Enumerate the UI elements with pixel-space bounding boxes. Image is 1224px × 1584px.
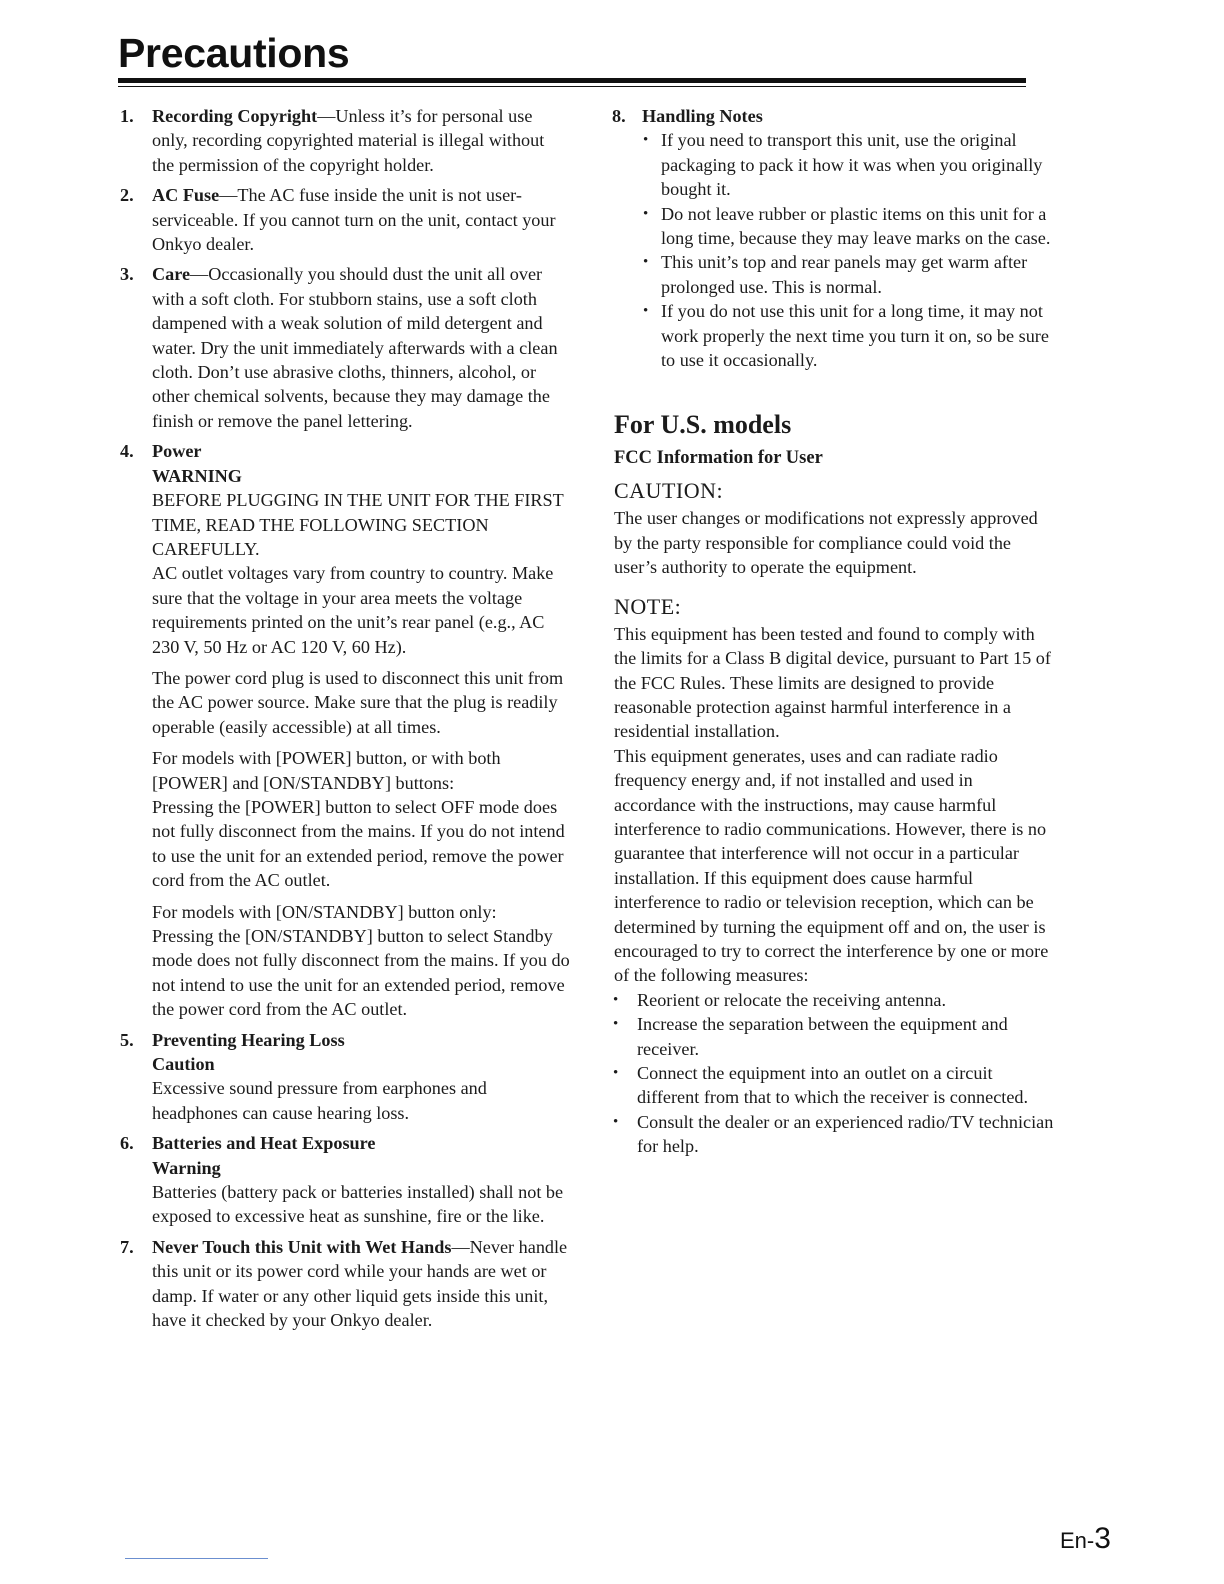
power-button-models: For models with [POWER] button, or with both [POWER] and [ON/STANDBY] buttons: bbox=[152, 748, 501, 793]
title-rule-thin bbox=[118, 86, 1026, 87]
list-item: • If you do not use this unit for a long time, it may not work properly the next time you turn it on, so be sure to use it occasionally. bbox=[642, 299, 1055, 372]
list-item: • Consult the dealer or an experienced radio/TV technician for help. bbox=[610, 1110, 1055, 1159]
left-column bbox=[118, 104, 570, 1339]
page-number bbox=[1060, 1522, 1111, 1556]
item-heading: Batteries and Heat Exposure bbox=[152, 1133, 376, 1154]
item-heading: AC Fuse bbox=[152, 185, 220, 206]
item-number: 3. bbox=[120, 264, 134, 285]
item-heading: Preventing Hearing Loss bbox=[152, 1029, 345, 1050]
precaution-item-3 bbox=[118, 262, 570, 433]
item-heading: Handling Notes bbox=[642, 106, 763, 126]
item-subheading: Caution bbox=[152, 1054, 215, 1075]
item-number: 1. bbox=[120, 106, 134, 126]
warning-text: BEFORE PLUGGING IN THE UNIT FOR THE FIRST TIME, READ THE FOLLOWING SECTION CAREFULLY. bbox=[152, 490, 564, 559]
precaution-item-8 bbox=[610, 104, 1055, 372]
caution-label: CAUTION: bbox=[614, 478, 724, 504]
list-item: • Reorient or relocate the receiving antenna. bbox=[610, 988, 1055, 1012]
item-text: Batteries (battery pack or batteries installed) shall not be exposed to excessive heat as sunshine, fire or the like. bbox=[152, 1182, 564, 1227]
item-heading: Never Touch this Unit with Wet Hands bbox=[152, 1236, 452, 1257]
page-title: Precautions bbox=[118, 30, 350, 76]
precaution-item-4 bbox=[118, 439, 570, 1021]
item-number: 6. bbox=[120, 1133, 134, 1154]
precaution-item-2 bbox=[118, 183, 570, 256]
note-paragraph-2: This equipment generates, uses and can radiate radio frequency energy and, if not installed and used in accordance with the instructions, may cause harmful interference to radio communications. However, there is no guarantee that interference will not occur in a particular installation. If this equipment does cause harmful interference to radio or television reception, which can be determined by turning the equipment off and on, the user is encouraged to try to correct the interference by one or more of the following measures: bbox=[614, 745, 1049, 986]
handling-notes-list bbox=[642, 128, 1055, 372]
item-heading: Care bbox=[152, 264, 191, 285]
page-digit: 3 bbox=[1094, 1522, 1111, 1555]
item-subheading: Warning bbox=[152, 1157, 221, 1178]
us-models-heading: For U.S. models bbox=[614, 410, 792, 440]
item-number: 8. bbox=[612, 106, 626, 126]
item-text: —The AC fuse inside the unit is not user-serviceable. If you cannot turn on the unit, contact your Onkyo dealer. bbox=[152, 185, 556, 255]
page-prefix: En- bbox=[1060, 1528, 1095, 1553]
item-text: —Never handle this unit or its power cord while your hands are wet or damp. If water or any other liquid gets inside this unit, have it checked by your Onkyo dealer. bbox=[152, 1236, 568, 1331]
precaution-item-5 bbox=[118, 1028, 570, 1126]
list-item: • If you need to transport this unit, use the original packaging to pack it how it was when you originally bought it. bbox=[642, 128, 1055, 201]
note-label: NOTE: bbox=[614, 593, 682, 619]
item-subheading: WARNING bbox=[152, 465, 242, 486]
power-cord-paragraph: The power cord plug is used to disconnect this unit from the AC power source. Make sure that the plug is readily operable (easily accessible) at all times. bbox=[152, 667, 564, 737]
power-button-paragraph: Pressing the [POWER] button to select OFF mode does not fully disconnect from the mains. If you do not intend to use the unit for an extended period, remove the power cord from the AC outlet. bbox=[152, 796, 565, 891]
precaution-item-1 bbox=[118, 104, 570, 177]
standby-button-paragraph: Pressing the [ON/STANDBY] button to select Standby mode does not fully disconnect from the mains. If you do not intend to use the unit for an extended period, remove the power cord from the AC outlet. bbox=[152, 926, 570, 1020]
precaution-item-7 bbox=[118, 1235, 570, 1333]
caution-text: The user changes or modifications not expressly approved by the party responsible for compliance could void the user’s authority to operate the equipment. bbox=[614, 508, 1038, 578]
item-text: Excessive sound pressure from earphones and headphones can cause hearing loss. bbox=[152, 1078, 487, 1123]
item-number: 2. bbox=[120, 185, 134, 206]
right-column bbox=[610, 104, 1055, 1159]
item-text: —Occasionally you should dust the unit all over with a soft cloth. For stubborn stains, use a soft cloth dampened with a weak solution of mild detergent and water. Dry the unit immediately afterwards with a clean cloth. Don’t use abrasive cloths, thinners, alcohol, or other chemical solvents, because they may damage the finish or remove the panel lettering. bbox=[152, 264, 558, 431]
item-heading: Power bbox=[152, 441, 202, 462]
fcc-heading: FCC Information for User bbox=[614, 448, 823, 469]
item-heading: Recording Copyright bbox=[152, 106, 318, 126]
item-number: 5. bbox=[120, 1029, 134, 1050]
note-paragraph-1: This equipment has been tested and found to comply with the limits for a Class B digital device, pursuant to Part 15 of the FCC Rules. These limits are designed to provide reasonable protection against harmful interference in a residential installation. bbox=[614, 623, 1051, 742]
item-number: 7. bbox=[120, 1236, 134, 1257]
standby-button-models: For models with [ON/STANDBY] button only: bbox=[152, 901, 497, 922]
list-item: • Connect the equipment into an outlet on a circuit different from that to which the receiver is connected. bbox=[610, 1061, 1055, 1110]
list-item: • Do not leave rubber or plastic items on this unit for a long time, because they may leave marks on the case. bbox=[642, 202, 1055, 251]
item-number: 4. bbox=[120, 441, 134, 462]
list-item: • This unit’s top and rear panels may get warm after prolonged use. This is normal. bbox=[642, 250, 1055, 299]
title-rule-thick bbox=[118, 78, 1026, 83]
item-text: —Unless it’s for personal use only, recording copyrighted material is illegal without the permission of the copyright holder. bbox=[152, 106, 545, 175]
footer-line bbox=[125, 1558, 268, 1559]
voltage-paragraph: AC outlet voltages vary from country to country. Make sure that the voltage in your area meets the voltage requirements printed on the unit’s rear panel (e.g., AC 230 V, 50 Hz or AC 120 V, 60 Hz). bbox=[152, 563, 554, 657]
measures-list bbox=[610, 988, 1055, 1159]
list-item: • Increase the separation between the equipment and receiver. bbox=[610, 1012, 1055, 1061]
precaution-item-6 bbox=[118, 1131, 570, 1229]
